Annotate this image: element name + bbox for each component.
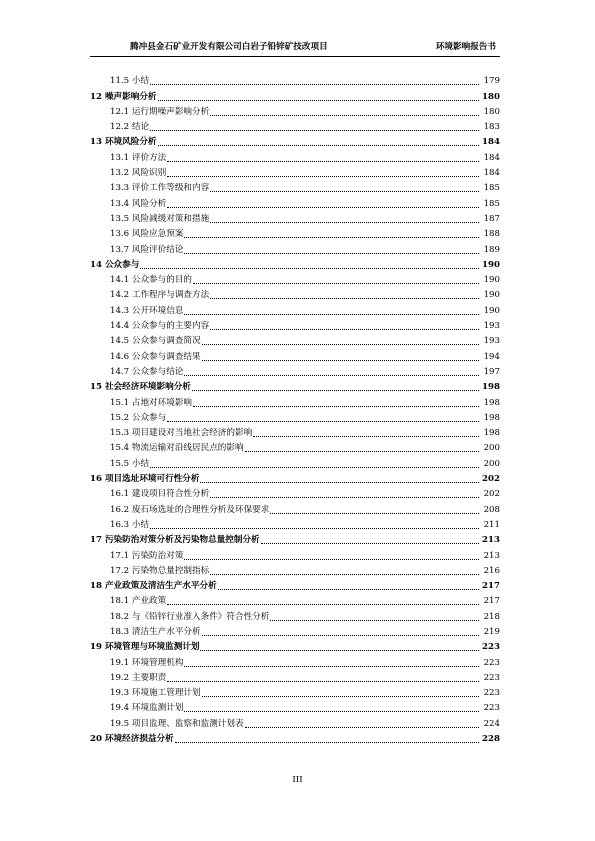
toc-section-entry[interactable] <box>90 516 500 531</box>
toc-dot-leader <box>270 620 479 621</box>
toc-entry-page: 187 <box>483 213 500 224</box>
toc-section-entry[interactable] <box>90 271 500 286</box>
toc-entry-page: 188 <box>483 229 500 240</box>
toc-section-entry[interactable] <box>90 592 500 607</box>
header-document-type: 环境影响报告书 <box>435 42 496 52</box>
toc-chapter-entry[interactable] <box>90 133 500 148</box>
toc-dot-leader <box>200 650 479 651</box>
toc-section-entry[interactable] <box>90 500 500 515</box>
toc-entry-title: 12.2 结论 <box>110 122 150 133</box>
toc-section-entry[interactable] <box>90 240 500 255</box>
toc-dot-leader <box>184 666 479 667</box>
header-divider <box>90 56 500 57</box>
toc-dot-leader <box>245 727 479 728</box>
toc-entry-title: 20 环境经济损益分析 <box>90 734 174 745</box>
toc-entry-page: 211 <box>483 519 500 530</box>
toc-entry-page: 179 <box>483 76 500 87</box>
toc-chapter-entry[interactable] <box>90 256 500 271</box>
toc-entry-title: 14.7 公众参与结论 <box>110 366 184 377</box>
toc-dot-leader <box>167 421 479 422</box>
table-of-contents <box>90 72 500 745</box>
toc-entry-title: 17.2 污染物总量控制指标 <box>110 565 210 576</box>
toc-entry-page: 198 <box>483 397 500 408</box>
toc-entry-page: 190 <box>483 305 500 316</box>
toc-chapter-entry[interactable] <box>90 577 500 592</box>
toc-entry-title: 12 噪声影响分析 <box>90 91 157 102</box>
toc-entry-title: 18.1 产业政策 <box>110 596 167 607</box>
toc-entry-title: 16.1 建设项目符合性分析 <box>110 489 210 500</box>
toc-entry-title: 13.2 风险识别 <box>110 168 167 179</box>
toc-dot-leader <box>150 130 479 131</box>
toc-dot-leader <box>210 574 479 575</box>
toc-chapter-entry[interactable] <box>90 638 500 653</box>
toc-dot-leader <box>218 589 479 590</box>
toc-entry-title: 19.1 环境管理机构 <box>110 657 184 668</box>
toc-entry-page: 200 <box>483 458 500 469</box>
toc-entry-page: 189 <box>483 244 500 255</box>
toc-entry-title: 12.1 运行期噪声影响分析 <box>110 106 210 117</box>
toc-dot-leader <box>167 207 479 208</box>
toc-entry-title: 14.3 公开环境信息 <box>110 305 184 316</box>
toc-dot-leader <box>184 559 479 560</box>
page-header <box>90 40 500 54</box>
toc-dot-leader <box>150 84 479 85</box>
toc-section-entry[interactable] <box>90 210 500 225</box>
toc-section-entry[interactable] <box>90 164 500 179</box>
toc-entry-title: 13.6 风险应急预案 <box>110 229 184 240</box>
toc-entry-title: 18.2 与《铅锌行业准入条件》符合性分析 <box>110 611 270 622</box>
toc-entry-page: 223 <box>483 657 500 668</box>
toc-entry-page: 190 <box>483 290 500 301</box>
toc-entry-page: 190 <box>483 275 500 286</box>
toc-section-entry[interactable] <box>90 363 500 378</box>
toc-entry-title: 11.5 小结 <box>110 76 150 87</box>
toc-entry-title: 14.6 公众参与调查结果 <box>110 351 201 362</box>
toc-entry-page: 218 <box>483 611 500 622</box>
toc-entry-page: 180 <box>482 91 500 102</box>
toc-entry-title: 14.1 公众参与的目的 <box>110 275 193 286</box>
toc-section-entry[interactable] <box>90 72 500 87</box>
toc-entry-title: 14.2 工作程序与调查方法 <box>110 290 210 301</box>
toc-chapter-entry[interactable] <box>90 531 500 546</box>
toc-entry-page: 202 <box>483 489 500 500</box>
toc-section-entry[interactable] <box>90 546 500 561</box>
toc-dot-leader <box>210 191 479 192</box>
toc-entry-page: 198 <box>483 412 500 423</box>
toc-entry-title: 18.3 清洁生产水平分析 <box>110 626 201 637</box>
toc-entry-page: 185 <box>483 198 500 209</box>
toc-entry-page: 193 <box>483 336 500 347</box>
toc-entry-page: 194 <box>483 351 500 362</box>
toc-entry-page: 180 <box>483 106 500 117</box>
toc-dot-leader <box>245 451 479 452</box>
toc-dot-leader <box>200 482 479 483</box>
toc-entry-title: 17.1 污染防治对策 <box>110 550 184 561</box>
toc-entry-page: 184 <box>482 137 500 148</box>
toc-entry-title: 17 污染防治对策分析及污染物总量控制分析 <box>90 535 260 546</box>
toc-entry-page: 223 <box>483 672 500 683</box>
toc-dot-leader <box>202 360 479 361</box>
toc-entry-page: 190 <box>482 259 500 270</box>
toc-section-entry[interactable] <box>90 699 500 714</box>
toc-entry-page: 208 <box>483 504 500 515</box>
toc-entry-page: 198 <box>483 428 500 439</box>
toc-section-entry[interactable] <box>90 669 500 684</box>
toc-section-entry[interactable] <box>90 118 500 133</box>
toc-section-entry[interactable] <box>90 103 500 118</box>
toc-dot-leader <box>184 711 479 712</box>
toc-entry-page: 185 <box>483 183 500 194</box>
toc-entry-title: 13.4 风险分析 <box>110 198 167 209</box>
toc-dot-leader <box>210 497 479 498</box>
toc-entry-page: 223 <box>483 703 500 714</box>
toc-section-entry[interactable] <box>90 301 500 316</box>
toc-chapter-entry[interactable] <box>90 378 500 393</box>
toc-entry-title: 19.2 主要职责 <box>110 672 167 683</box>
toc-entry-title: 13.1 评价方法 <box>110 152 167 163</box>
toc-entry-title: 13 环境风险分析 <box>90 137 157 148</box>
toc-entry-page: 200 <box>483 443 500 454</box>
toc-entry-title: 19 环境管理与环境监测计划 <box>90 642 200 653</box>
toc-entry-title: 15.2 公众参与 <box>110 412 167 423</box>
toc-dot-leader <box>202 344 479 345</box>
toc-dot-leader <box>175 742 479 743</box>
toc-entry-title: 15.5 小结 <box>110 458 150 469</box>
toc-section-entry[interactable] <box>90 317 500 332</box>
toc-chapter-entry[interactable] <box>90 87 500 102</box>
toc-dot-leader <box>167 161 479 162</box>
toc-entry-page: 223 <box>482 642 500 653</box>
toc-entry-page: 224 <box>483 718 500 729</box>
toc-section-entry[interactable] <box>90 393 500 408</box>
toc-dot-leader <box>150 467 479 468</box>
toc-entry-page: 223 <box>483 688 500 699</box>
toc-section-entry[interactable] <box>90 653 500 668</box>
toc-section-entry[interactable] <box>90 424 500 439</box>
toc-entry-page: 213 <box>483 550 500 561</box>
toc-chapter-entry[interactable] <box>90 470 500 485</box>
page-number: III <box>292 775 303 785</box>
toc-dot-leader <box>202 635 479 636</box>
toc-entry-page: 217 <box>483 596 500 607</box>
toc-entry-title: 15.4 物流运输对沿线居民点的影响 <box>110 443 244 454</box>
toc-entry-title: 19.5 项目监理、监察和监测计划表 <box>110 718 244 729</box>
toc-section-entry[interactable] <box>90 148 500 163</box>
toc-entry-title: 16 项目选址环境可行性分析 <box>90 474 200 485</box>
toc-dot-leader <box>193 283 479 284</box>
toc-entry-title: 16.3 小结 <box>110 519 150 530</box>
toc-section-entry[interactable] <box>90 439 500 454</box>
toc-entry-title: 13.3 评价工作等级和内容 <box>110 183 210 194</box>
toc-dot-leader <box>210 115 479 116</box>
toc-dot-leader <box>158 145 479 146</box>
toc-section-entry[interactable] <box>90 286 500 301</box>
toc-section-entry[interactable] <box>90 485 500 500</box>
toc-chapter-entry[interactable] <box>90 730 500 745</box>
toc-dot-leader <box>184 253 479 254</box>
toc-entry-page: 228 <box>482 734 500 745</box>
toc-dot-leader <box>184 375 479 376</box>
toc-dot-leader <box>253 436 479 437</box>
toc-entry-page: 184 <box>483 152 500 163</box>
toc-dot-leader <box>210 222 479 223</box>
toc-entry-title: 19.3 环境施工管理计划 <box>110 688 201 699</box>
header-project-title: 腾冲县金石矿业开发有限公司白岩子铅锌矿技改项目 <box>130 42 328 52</box>
toc-section-entry[interactable] <box>90 454 500 469</box>
toc-section-entry[interactable] <box>90 194 500 209</box>
toc-entry-title: 15.3 项目建设对当地社会经济的影响 <box>110 428 253 439</box>
toc-section-entry[interactable] <box>90 179 500 194</box>
toc-entry-page: 217 <box>482 581 500 592</box>
toc-dot-leader <box>184 237 479 238</box>
toc-section-entry[interactable] <box>90 347 500 362</box>
toc-dot-leader <box>270 513 479 514</box>
toc-entry-page: 197 <box>483 366 500 377</box>
toc-entry-page: 219 <box>483 626 500 637</box>
toc-entry-page: 202 <box>482 474 500 485</box>
toc-entry-page: 184 <box>483 168 500 179</box>
toc-entry-page: 193 <box>483 321 500 332</box>
toc-section-entry[interactable] <box>90 409 500 424</box>
toc-entry-page: 198 <box>482 382 500 393</box>
toc-dot-leader <box>192 390 479 391</box>
toc-entry-title: 15 社会经济环境影响分析 <box>90 382 191 393</box>
toc-dot-leader <box>167 604 479 605</box>
toc-section-entry[interactable] <box>90 332 500 347</box>
toc-section-entry[interactable] <box>90 607 500 622</box>
toc-dot-leader <box>167 681 479 682</box>
toc-entry-title: 19.4 环境监测计划 <box>110 703 184 714</box>
toc-dot-leader <box>210 298 479 299</box>
toc-section-entry[interactable] <box>90 623 500 638</box>
toc-dot-leader <box>158 100 479 101</box>
toc-entry-title: 14 公众参与 <box>90 259 140 270</box>
toc-entry-title: 13.7 风险评价结论 <box>110 244 184 255</box>
toc-entry-title: 14.5 公众参与调查简况 <box>110 336 201 347</box>
toc-dot-leader <box>210 329 479 330</box>
toc-dot-leader <box>140 268 479 269</box>
toc-dot-leader <box>261 543 479 544</box>
toc-entry-title: 15.1 占地对环境影响 <box>110 397 193 408</box>
toc-section-entry[interactable] <box>90 714 500 729</box>
toc-entry-page: 213 <box>482 535 500 546</box>
toc-section-entry[interactable] <box>90 684 500 699</box>
toc-dot-leader <box>167 176 479 177</box>
toc-dot-leader <box>184 314 479 315</box>
toc-entry-title: 14.4 公众参与的主要内容 <box>110 321 210 332</box>
toc-section-entry[interactable] <box>90 562 500 577</box>
toc-entry-title: 16.2 废石场选址的合理性分析及环保要求 <box>110 504 270 515</box>
toc-dot-leader <box>193 406 479 407</box>
toc-entry-title: 18 产业政策及清洁生产水平分析 <box>90 581 217 592</box>
toc-dot-leader <box>150 528 479 529</box>
toc-entry-title: 13.5 风险减缓对策和措施 <box>110 213 210 224</box>
toc-dot-leader <box>202 696 479 697</box>
toc-section-entry[interactable] <box>90 225 500 240</box>
toc-entry-page: 216 <box>483 565 500 576</box>
toc-entry-page: 183 <box>483 122 500 133</box>
